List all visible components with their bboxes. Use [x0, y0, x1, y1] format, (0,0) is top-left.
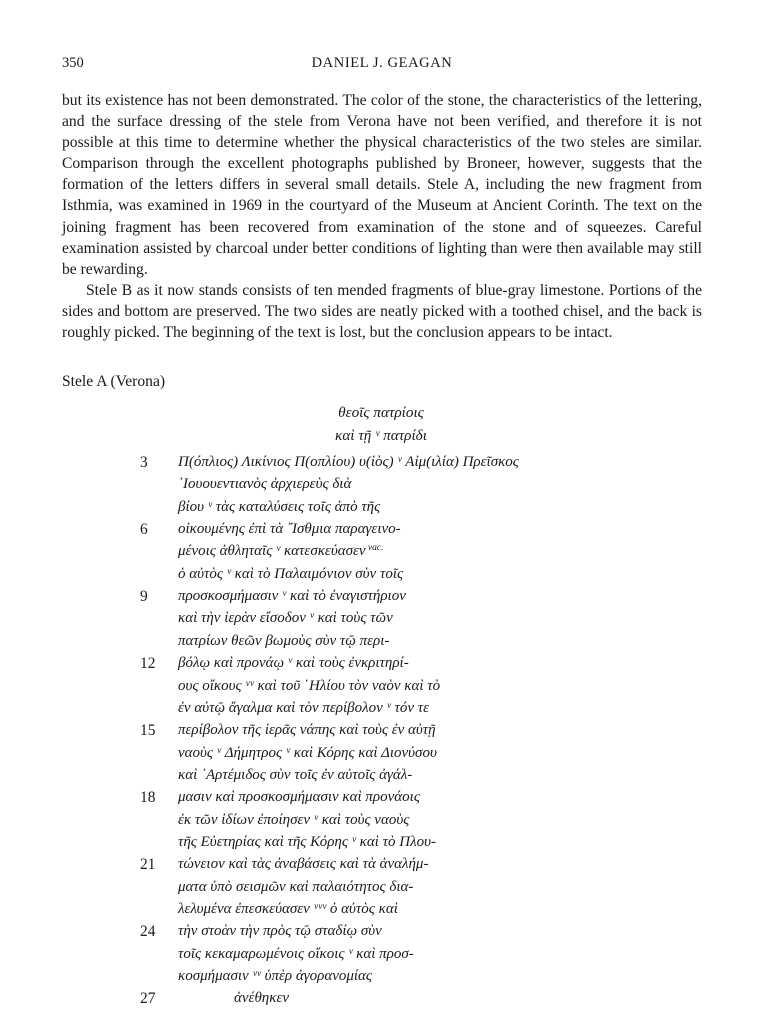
inscription-line [0, 812, 762, 834]
inscription-line [0, 901, 762, 923]
inscription-line [0, 633, 762, 655]
inscription-line [0, 610, 762, 632]
inscription-line [0, 655, 762, 677]
inscription-line [0, 745, 762, 767]
line-number: 18 [140, 789, 156, 807]
inscription-line-text: τοῖς κεκαμαρωμένοις οἴκοις ᵛ καὶ προσ- [178, 945, 414, 962]
paragraph-1: but its existence has not been demonstrated. The color of the stone, the characteristics of the lettering, and the surface dressing of the stele from Verona have not been verified, and therefore it is not possible at this time to determine whether the physical characteristics of the two steles are similar. Comparison through the excellent photographs published by Broneer, however, suggests that the formation of the letters differs in several small details. Stele A, including the new fragment from Isthmia, was examined in 1969 in the courtyard of the Museum at Ancient Corinth. The text on the joining fragment has been recovered from examination of the stone and of squeezes. Careful examination assisted by charcoal under better conditions of lighting than were then available may still be rewarding. [62, 92, 702, 278]
paragraph-2: Stele B as it now stands consists of ten mended fragments of blue-gray limestone. Portions of the sides and bottom are preserved. The two sides are neatly picked with a toothed chisel, and the back is roughly picked. The beginning of the text is lost, but the conclusion appears to be intact. [62, 281, 702, 342]
inscription-line [0, 834, 762, 856]
inscription-line-text: κοσμήμασιν ᵛᵛ ὑπὲρ ἀγορανομίας [178, 968, 373, 985]
inscription-line [0, 454, 762, 476]
inscription-line [0, 476, 762, 498]
inscription-line-text: τῆς Εὐετηρίας καὶ τῆς Κόρης ᵛ καὶ τὸ Πλου- [178, 833, 436, 850]
inscription-line-text: καὶ ᾿Αρτέμιδος σὺν τοῖς ἐν αὐτοῖς ἀγάλ- [178, 766, 413, 783]
line-number: 27 [140, 990, 156, 1008]
body-text [62, 90, 702, 343]
dedication-line-2: καὶ τῇ ᵛ πατρίδι [335, 427, 427, 444]
inscription-line [0, 856, 762, 878]
inscription-line-text: καὶ τὴν ἱερὰν εἴσοδον ᵛ καὶ τοὺς τῶν [178, 610, 393, 627]
line-number: 15 [140, 722, 156, 740]
inscription-line [0, 588, 762, 610]
line-number: 12 [140, 655, 156, 673]
line-number: 3 [140, 454, 148, 471]
inscription-line [0, 722, 762, 744]
inscription-line [0, 566, 762, 588]
inscription-line-text: βόλῳ καὶ προνάῳ ᵛ καὶ τοὺς ἐνκριτηρί- [178, 655, 409, 672]
inscription-line-text: ματα ὑπὸ σεισμῶν καὶ παλαιότητος δια- [178, 878, 414, 895]
inscription-line-text: μασιν καὶ προσκοσμήμασιν καὶ προνάοις [178, 789, 420, 806]
line-number: 24 [140, 923, 156, 941]
inscription-line [0, 767, 762, 789]
inscription-line-text: τώνειον καὶ τὰς ἀναβάσεις καὶ τὰ ἀναλήμ- [178, 856, 429, 873]
inscription-line-text: περίβολον τῆς ἱερᾶς νάπης καὶ τοὺς ἐν αὐτῇ [178, 722, 436, 739]
inscription-line-text: ᾿Ιουουεντιανὸς ἀρχιερεὺς διὰ [178, 476, 352, 493]
inscription-line-text: μένοις ἀθληταῖς ᵛ κατεσκεύασεν $^{vac.}$ [178, 543, 384, 560]
page-number: 350 [62, 55, 84, 71]
vacat-note: vac. [365, 543, 384, 554]
inscription-line-text: ἀνέθηκεν [234, 990, 290, 1007]
inscription-line-text: βίου ᵛ τὰς καταλύσεις τοῖς ἀπὸ τῆς [178, 498, 381, 515]
page-header [62, 55, 702, 75]
inscription-line [0, 923, 762, 945]
running-head: DANIEL J. GEAGAN [311, 55, 453, 71]
line-number: 21 [140, 856, 156, 874]
inscription-line-text: ἐν αὐτῷ ἄγαλμα καὶ τὸν περίβολον ᵛ τόν τε [178, 699, 430, 716]
inscription-line [0, 789, 762, 811]
inscription-line-text: ους οἴκους ᵛᵛ καὶ τοῦ ῾Ηλίου τὸν ναὸν καὶ τὸ [178, 677, 441, 694]
line-number: 9 [140, 588, 148, 606]
inscription-line-text: ὁ αὐτὸς ᵛ καὶ τὸ Παλαιμόνιον σὺν τοῖς [178, 565, 404, 582]
inscription-line-text: ἐκ τῶν ἰδίων ἐποίησεν ᵛ καὶ τοὺς ναοὺς [178, 811, 410, 828]
inscription-line [0, 521, 762, 543]
inscription-line [0, 990, 762, 1012]
line-number: 6 [140, 521, 148, 539]
inscription-line-text: λελυμένα ἐπεσκεύασεν ᵛᵛᵛ ὁ αὐτὸς καὶ [178, 901, 398, 917]
inscription-line [0, 946, 762, 968]
inscription-line [0, 678, 762, 700]
inscription-line [0, 700, 762, 722]
inscription-line [0, 499, 762, 521]
inscription-line-text: Π(όπλιος) Λικίνιος Π(οπλίου) υ(ἱὸς) ᵛ Αἰμ(ιλία) Πρεῖσκος [178, 454, 519, 470]
inscription-line-text: ναοὺς ᵛ Δήμητρος ᵛ καὶ Κόρης καὶ Διονύσου [178, 744, 437, 761]
inscription-line [0, 543, 762, 565]
inscription-line-text: προσκοσμήμασιν ᵛ καὶ τὸ ἐναγιστήριον [178, 588, 406, 605]
stele-heading: Stele A (Verona) [62, 373, 166, 390]
inscription-line [0, 968, 762, 990]
dedication-line-1: θεοῖς πατρίοις [338, 404, 424, 421]
inscription-line-text: οἰκουμένης ἐπὶ τὰ ῎Ισθμια παραγεινο- [178, 521, 401, 538]
inscription-line-text: τὴν στοὰν τὴν πρὸς τῷ σταδίῳ σὺν [178, 923, 382, 940]
inscription-line-text: πατρίων θεῶν βωμοὺς σὺν τῷ περι- [178, 632, 390, 649]
inscription-line [0, 879, 762, 901]
